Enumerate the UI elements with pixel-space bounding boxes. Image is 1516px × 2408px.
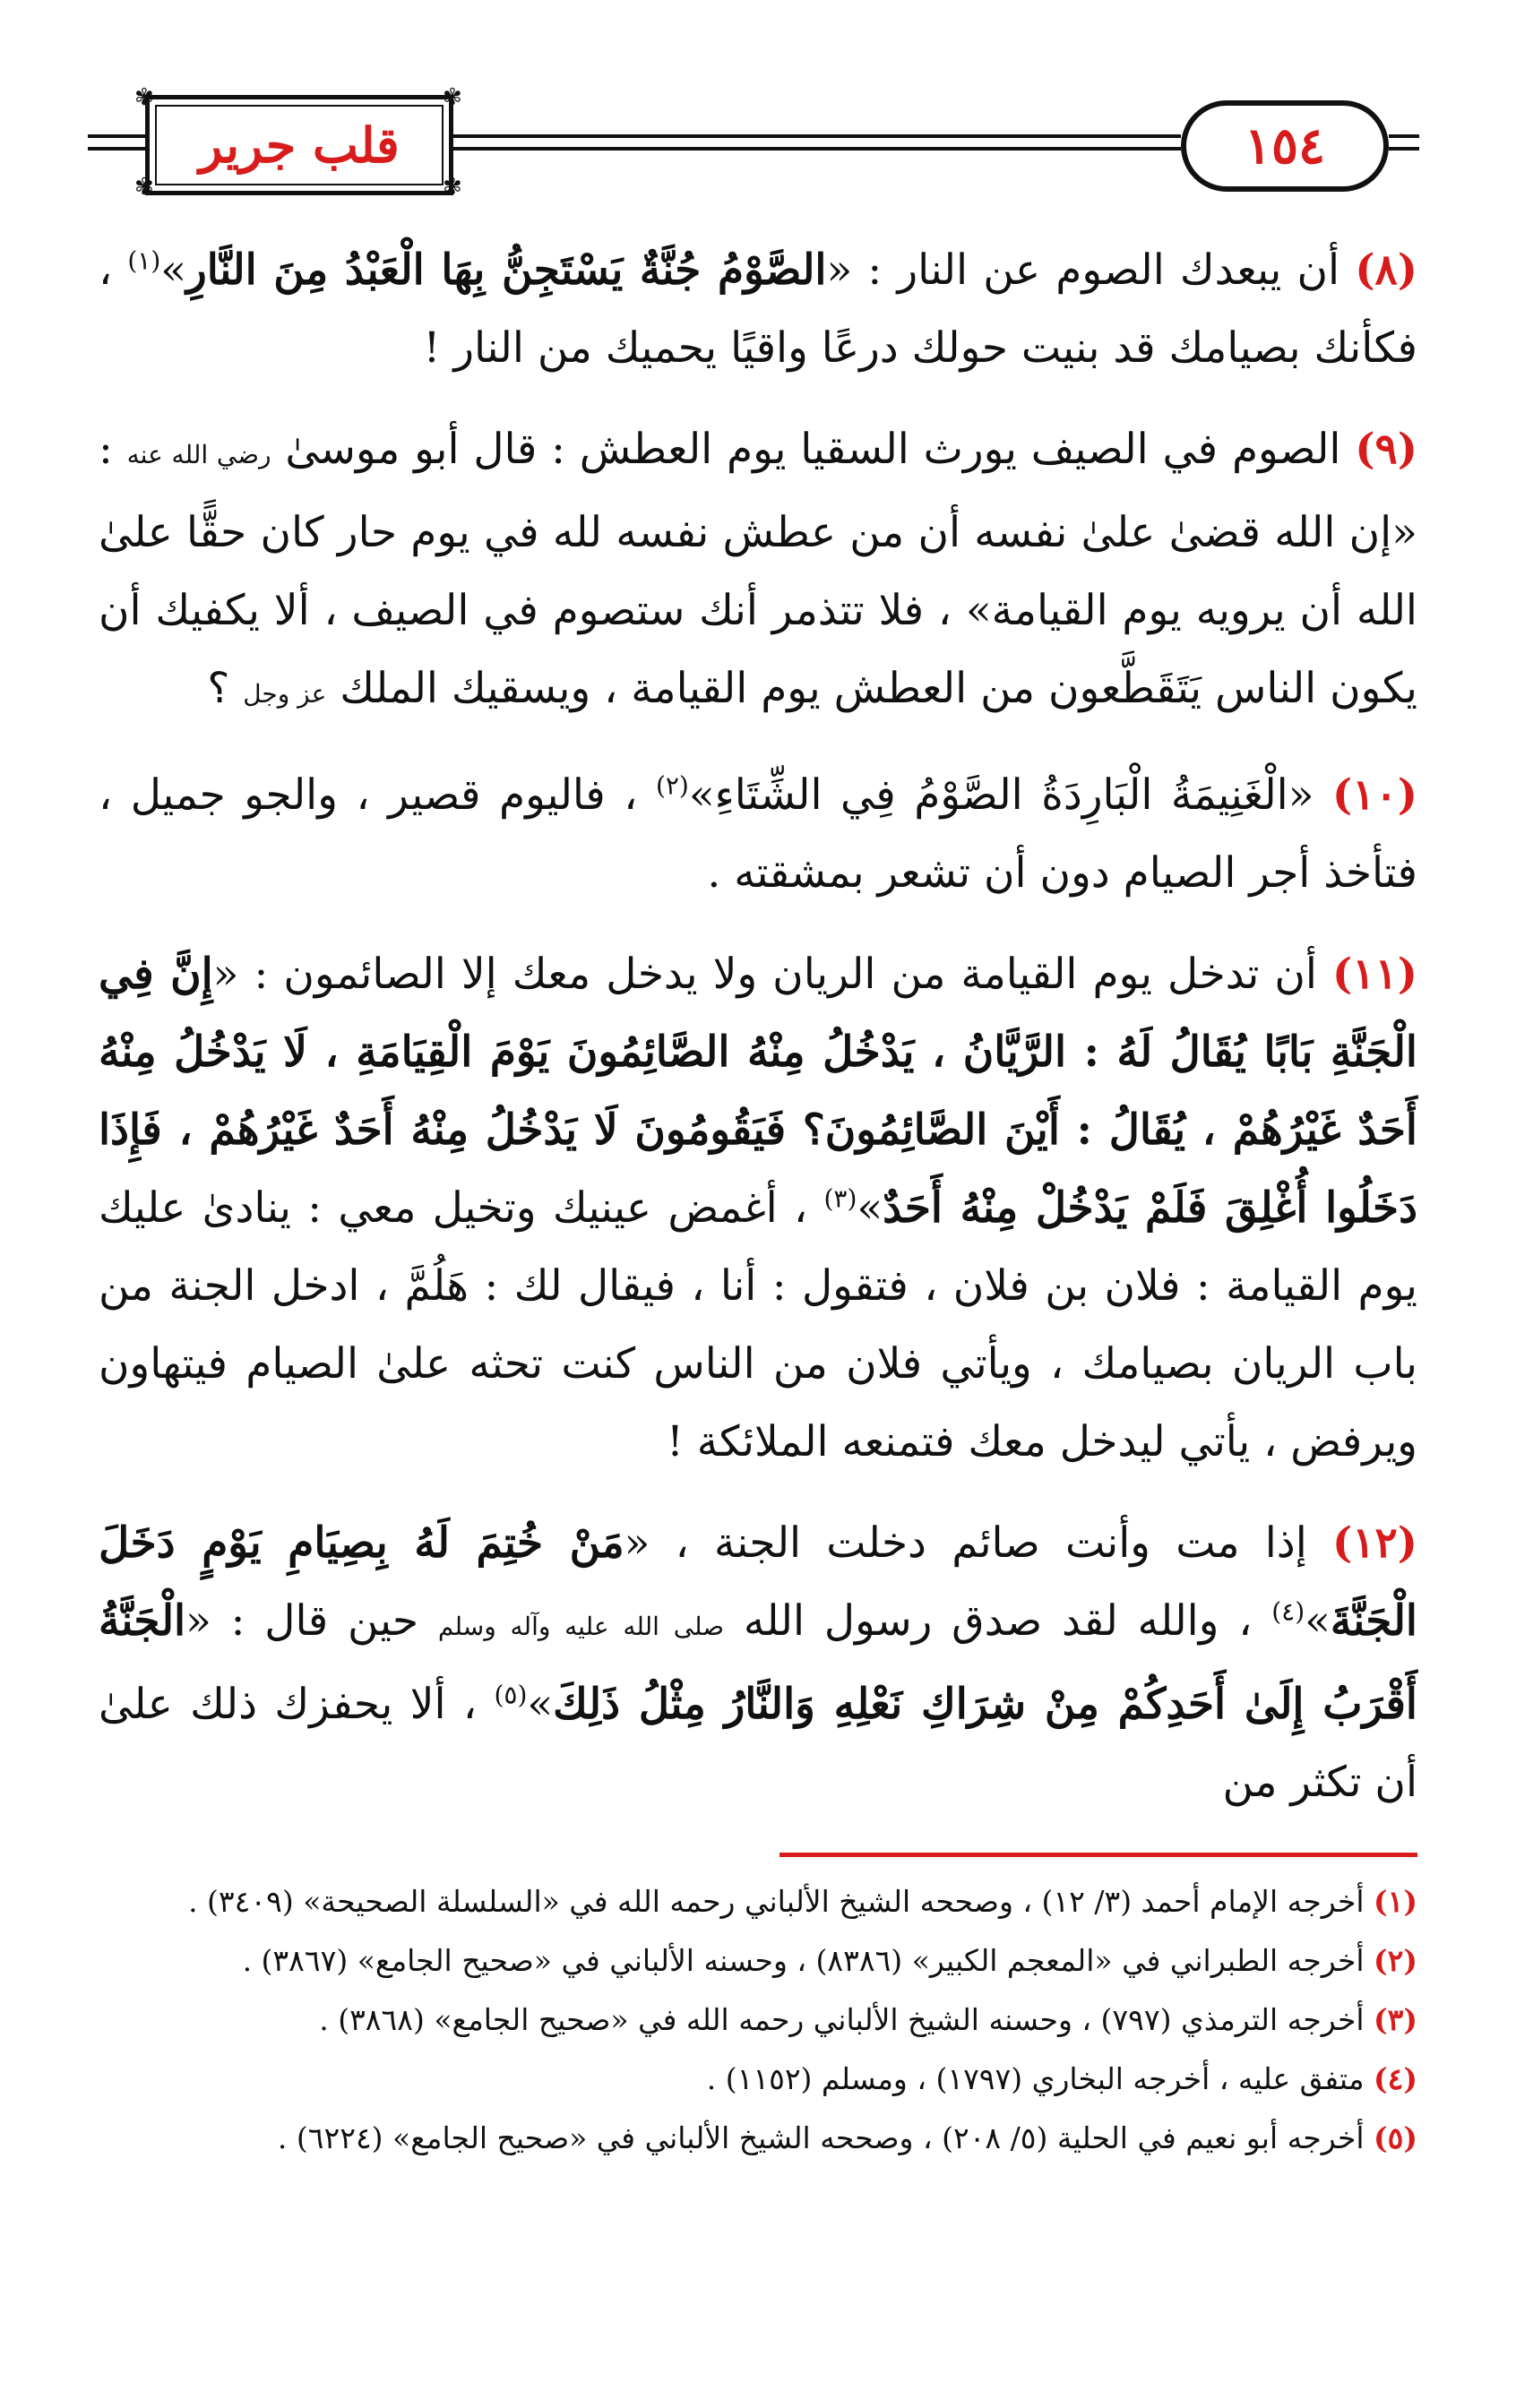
- chapter-title: قلب جرير: [199, 116, 400, 174]
- footnote-text: أخرجه الإمام أحمد (٣/ ١٢) ، وصححه الشيخ الألباني رحمه الله في «السلسلة الصحيحة» (٣٤٠٩) .: [188, 1884, 1374, 1919]
- paragraph-8: [99, 231, 1417, 387]
- corner-ornament-icon: ✾: [443, 174, 462, 201]
- item-number: (١١): [1332, 950, 1418, 999]
- corner-ornament-icon: ✾: [443, 84, 462, 111]
- page-header: [0, 0, 1516, 206]
- honorific-glyph: رضي الله عنه: [126, 440, 271, 469]
- paragraph-text: ، فكأنك بصيامك قد بنيت حولك درعًا واقيًا يحميك من النار !: [99, 245, 1417, 373]
- footnote-item: [99, 2050, 1417, 2109]
- honorific-glyph: صلى الله عليه وآله وسلم: [437, 1612, 725, 1641]
- footnote-number: (٤): [1374, 2061, 1417, 2096]
- item-number: (٩): [1355, 425, 1417, 474]
- footnote-item: [99, 1991, 1417, 2050]
- paragraph-11: [99, 935, 1417, 1481]
- paragraph-text: »: [1305, 1596, 1331, 1646]
- footnote-ref[interactable]: (٤): [1271, 1596, 1305, 1627]
- footnote-divider: [780, 1853, 1417, 1857]
- header-rule-right-lower: [1389, 147, 1419, 150]
- paragraph-text: ، ألا يحفزك ذلك علىٰ أن تكثر من: [99, 1680, 1417, 1807]
- footnote-text: أخرجه الترمذي (٧٩٧) ، وحسنه الشيخ الألباني رحمه الله في «صحيح الجامع» (٣٨٦٨) .: [319, 2002, 1374, 2037]
- footnote-ref[interactable]: (٢): [655, 770, 689, 801]
- paragraph-text: ، فاليوم قصير ، والجو جميل ، فتأخذ أجر الصيام دون أن تشعر بمشقته .: [99, 770, 1417, 898]
- footnote-item: [99, 1872, 1417, 1931]
- paragraph-10: [99, 756, 1417, 912]
- footnote-ref[interactable]: (١): [127, 245, 161, 276]
- paragraph-text: إذا مت وأنت صائم دخلت الجنة ، «: [624, 1518, 1332, 1568]
- footnote-number: (٣): [1374, 2002, 1417, 2037]
- paragraph-text: أن تدخل يوم القيامة من الريان ولا يدخل معك إلا الصائمون : «: [212, 950, 1333, 999]
- header-rule-middle-lower: [453, 147, 1181, 150]
- corner-ornament-icon: ✾: [134, 174, 154, 201]
- paragraph-text: ، أغمض عينيك وتخيل معي : ينادىٰ عليك يوم القيامة : فلان بن فلان ، فتقول : أنا ، فيقال لك : هَلُمَّ ، ادخل الجنة من باب الريان بصيامك ، ويأتي فلان من الناس كنت تحثه علىٰ الصيام فيتهاون ويرفض ، يأتي ليدخل معك فتمنعه الملائكة !: [99, 1183, 1417, 1466]
- paragraph-text: »: [160, 245, 187, 295]
- paragraph-text: »: [527, 1680, 554, 1729]
- footnote-ref[interactable]: (٥): [494, 1680, 528, 1710]
- paragraph-text: حين قال : «: [185, 1596, 438, 1646]
- footnotes: [99, 1872, 1417, 2168]
- corner-ornament-icon: ✾: [134, 84, 154, 111]
- footnote-number: (٥): [1374, 2120, 1417, 2155]
- hadith-quote: «الْغَنِيمَةُ الْبَارِدَةُ الصَّوْمُ فِي الشِّتَاءِ»: [688, 770, 1333, 820]
- footnote-text: أخرجه الطبراني في «المعجم الكبير» (٨٣٨٦) ، وحسنه الألباني في «صحيح الجامع» (٣٨٦٧) .: [242, 1943, 1374, 1978]
- paragraph-text: أن يبعدك الصوم عن النار : «: [826, 245, 1356, 295]
- item-number: (١٠): [1332, 770, 1418, 820]
- footnote-item: [99, 2109, 1417, 2168]
- paragraph-text: ، والله لقد صدق رسول الله: [724, 1596, 1272, 1646]
- footnote-ref[interactable]: (٣): [823, 1183, 857, 1214]
- header-rule-left: [88, 134, 147, 138]
- paragraph-text: الصوم في الصيف يورث السقيا يوم العطش : قال أبو موسىٰ: [271, 425, 1356, 474]
- honorific-glyph: عز وجل: [243, 679, 327, 709]
- hadith-quote: الصَّوْمُ جُنَّةٌ يَسْتَجِنُّ بِهَا الْعَبْدُ مِنَ النَّارِ: [186, 245, 827, 295]
- footnote-number: (٢): [1374, 1943, 1417, 1978]
- page-number-badge: [1181, 100, 1389, 192]
- footnote-number: (١): [1374, 1884, 1417, 1919]
- hadith-quote: الْجَنَّةُ أَقْرَبُ إِلَىٰ أَحَدِكُمْ مِنْ شِرَاكِ نَعْلِهِ وَالنَّارُ مِثْلُ ذَلِكَ: [99, 1596, 1417, 1729]
- paragraph-text: »: [857, 1183, 883, 1233]
- header-rule-left-lower: [88, 147, 147, 150]
- hadith-quote: مَنْ خُتِمَ لَهُ بِصِيَامِ يَوْمٍ دَخَلَ الْجَنَّةَ: [99, 1518, 1417, 1646]
- paragraph-text: ؟: [207, 664, 244, 713]
- header-rule-right: [1389, 134, 1419, 138]
- footnote-item: [99, 1931, 1417, 1991]
- page-number: ١٥٤: [1244, 116, 1326, 176]
- footnote-text: متفق عليه ، أخرجه البخاري (١٧٩٧) ، ومسلم (١١٥٢) .: [706, 2061, 1374, 2096]
- hadith-quote: إِنَّ فِي الْجَنَّةِ بَابًا يُقَالُ لَهُ : الرَّيَّانُ ، يَدْخُلُ مِنْهُ الصَّائِمُونَ يَوْمَ الْقِيَامَةِ ، لَا يَدْخُلُ مِنْهُ أَحَدٌ غَيْرُهُمْ ، يُقَالُ : أَيْنَ الصَّائِمُونَ؟ فَيَقُومُونَ لَا يَدْخُلُ مِنْهُ أَحَدٌ غَيْرُهُمْ ، فَإِذَا دَخَلُوا أُغْلِقَ فَلَمْ يَدْخُلْ مِنْهُ أَحَدٌ: [99, 950, 1417, 1233]
- chapter-title-box: [145, 95, 453, 195]
- paragraph-12: [99, 1504, 1417, 1821]
- paragraph-text: : «إن الله قضىٰ علىٰ نفسه أن من عطش نفسه لله في يوم حار كان حقًّا علىٰ الله أن يرويه يوم القيامة» ، فلا تتذمر أنك ستصوم في الصيف ، ألا يكفيك أن يكون الناس يَتَقَطَّعون من العطش يوم القيامة ، ويسقيك الملك: [99, 425, 1417, 713]
- footnote-text: أخرجه أبو نعيم في الحلية (٥/ ٢٠٨) ، وصححه الشيخ الألباني في «صحيح الجامع» (٦٢٢٤) .: [277, 2120, 1374, 2155]
- main-text: [99, 231, 1417, 1845]
- header-rule-middle: [453, 134, 1181, 138]
- item-number: (٨): [1355, 245, 1417, 295]
- item-number: (١٢): [1332, 1518, 1417, 1568]
- paragraph-9: [99, 410, 1417, 733]
